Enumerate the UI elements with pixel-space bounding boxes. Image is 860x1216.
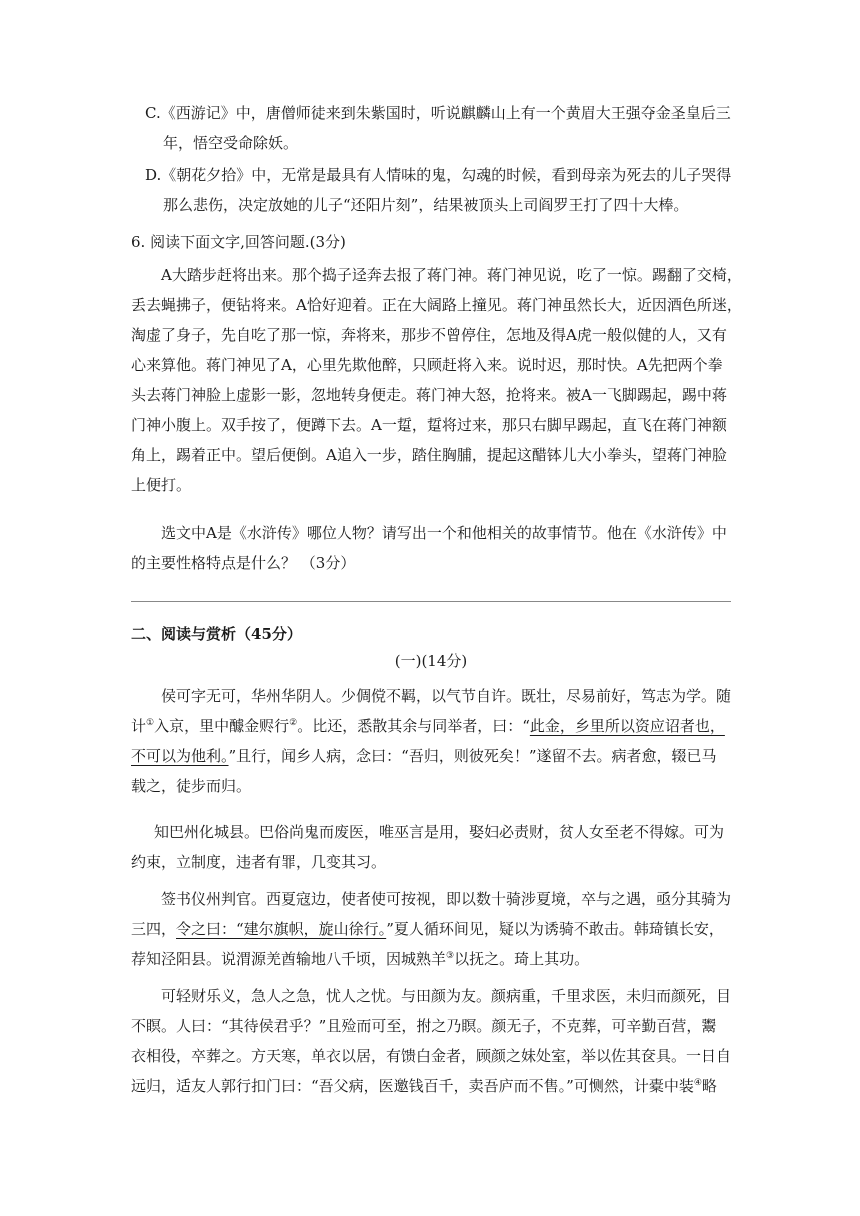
para-line: 载之，徒步而归。: [131, 777, 252, 795]
para-line: 不可以为他利。”且行，闻乡人病，念曰：“吾归，则彼死矣！”遂留不去。病者愈，辍已马: [131, 747, 717, 765]
prompt-line: 选文中A是《水浒传》哪位人物？请写出一个和他相关的故事情节。他在《水浒传》中: [161, 524, 727, 542]
underlined-sentence: 此金，乡里所以资应诏者也，: [529, 717, 725, 735]
para-line: 不瞑。人曰：“其待侯君乎？”且殓而可至，拊之乃瞑。颜无子，不克葬，可辛勤百营，鬻: [131, 1017, 717, 1035]
classical-para-2: [124, 817, 731, 877]
option-d: [145, 160, 737, 220]
para-line: 计①入京，里中醵金赆行②。比还，悉散其余与同举者，曰：“此金，乡里所以资应诏者也，: [131, 717, 725, 735]
footnote-mark: ①: [146, 718, 155, 728]
para-line: 可轻财乐义，急人之急，忧人之忧。与田颜为友。颜病重，千里求医，未归而颜死，目: [161, 987, 732, 1005]
passage-line: 淘虚了身子，先自吃了那一惊，奔将来，那步不曾停住，怎地及得A虎一般似健的人，又有: [131, 326, 727, 344]
classical-para-3: [131, 884, 731, 974]
option-d-line-2: 那么悲伤，决定放她的儿子“还阳片刻”，结果被顶头上司阎罗王打了四十大棒。: [163, 196, 689, 214]
section-2-subtitle: (一)(14分): [394, 652, 468, 670]
underlined-sentence: 不可以为他利。: [131, 747, 229, 765]
footnote-mark: ③: [446, 951, 455, 961]
para-line: 签书仪州判官。西夏寇边，使者使可按视，即以数十骑涉夏境，卒与之遇，亟分其骑为: [161, 890, 732, 908]
option-c: [145, 98, 737, 158]
question-6-passage: [131, 260, 742, 500]
para-line: 约束，立制度，违者有罪，几变其习。: [131, 853, 387, 871]
footnote-mark: ④: [693, 1078, 702, 1088]
option-d-line-1: D.《朝花夕拾》中，无常是最具有人情味的鬼，勾魂的时候，看到母亲为死去的儿子哭得: [145, 166, 732, 184]
passage-line: 丢去蝇拂子，便钻将来。A恰好迎着。正在大阔路上撞见。蒋门神虽然长大，近因酒色所迷，: [131, 296, 742, 314]
passage-line: A大踏步赶将出来。那个捣子迳奔去报了蒋门神。蒋门神见说，吃了一惊。踢翻了交椅，: [161, 266, 742, 284]
para-line: 三四，令之曰：“建尔旗帜，旋山徐行。”夏人循环间见，疑以为诱骑不敢击。韩琦镇长安，: [131, 920, 724, 938]
passage-line: 角上，踢着正中。望后便倒。A追入一步，踏住胸脯，提起这醋钵儿大小拳头，望蒋门神脸: [131, 446, 727, 464]
passage-line: 门神小腹上。双手按了，便蹲下去。A一踅，踅将过来，那只右脚早踢起，直飞在蒋门神额: [131, 416, 727, 434]
passage-line: 心来算他。蒋门神见了A，心里先欺他醉，只顾赶将入来。说时迟，那时快。A先把两个拳: [131, 356, 723, 374]
question-6-prompt: [131, 518, 731, 578]
footnote-mark: ②: [289, 718, 298, 728]
section-divider: [131, 601, 731, 602]
para-line: 远归，适友人郭行扣门曰：“吾父病，医邀钱百千，卖吾庐而不售。”可恻然，计橐中装④略: [131, 1077, 717, 1095]
para-line: 知巴州化城县。巴俗尚鬼而废医，唯巫言是用，娶妇必责财，贫人女至老不得嫁。可为: [154, 823, 725, 841]
passage-line: 上便打。: [131, 476, 192, 494]
classical-para-4: [131, 981, 731, 1101]
option-c-line-1: C.《西游记》中，唐僧师徒来到朱紫国时，听说麒麟山上有一个黄眉大王强夺金圣皇后三: [145, 104, 731, 122]
prompt-line: 的主要性格特点是什么？ （3分）: [131, 554, 356, 572]
passage-line: 头去蒋门神脸上虚影一影，忽地转身便走。蒋门神大怒，抢将来。被A一飞脚踢起，踢中蒋: [131, 386, 727, 404]
para-line: 侯可字无可，华州华阴人。少倜傥不羁，以气节自许。既壮，尽易前好，笃志为学。随: [161, 687, 732, 705]
para-line: 衣相役，卒葬之。方天寒，单衣以居，有馈白金者，顾颜之妹处室，举以佐其奁具。一日自: [131, 1047, 732, 1065]
section-2-title: 二、阅读与赏析（45分）: [131, 625, 302, 643]
underlined-sentence: 令之曰：“建尔旗帜，旋山徐行。: [176, 920, 387, 938]
para-line: 荐知泾阳县。说渭源羌酋输地八千顷，因城熟羊③以抚之。琦上其功。: [131, 950, 590, 968]
question-6-heading: 6. 阅读下面文字,回答问题.(3分): [131, 233, 346, 251]
option-c-line-2: 年，悟空受命除妖。: [163, 134, 299, 152]
classical-para-1: [131, 681, 731, 801]
